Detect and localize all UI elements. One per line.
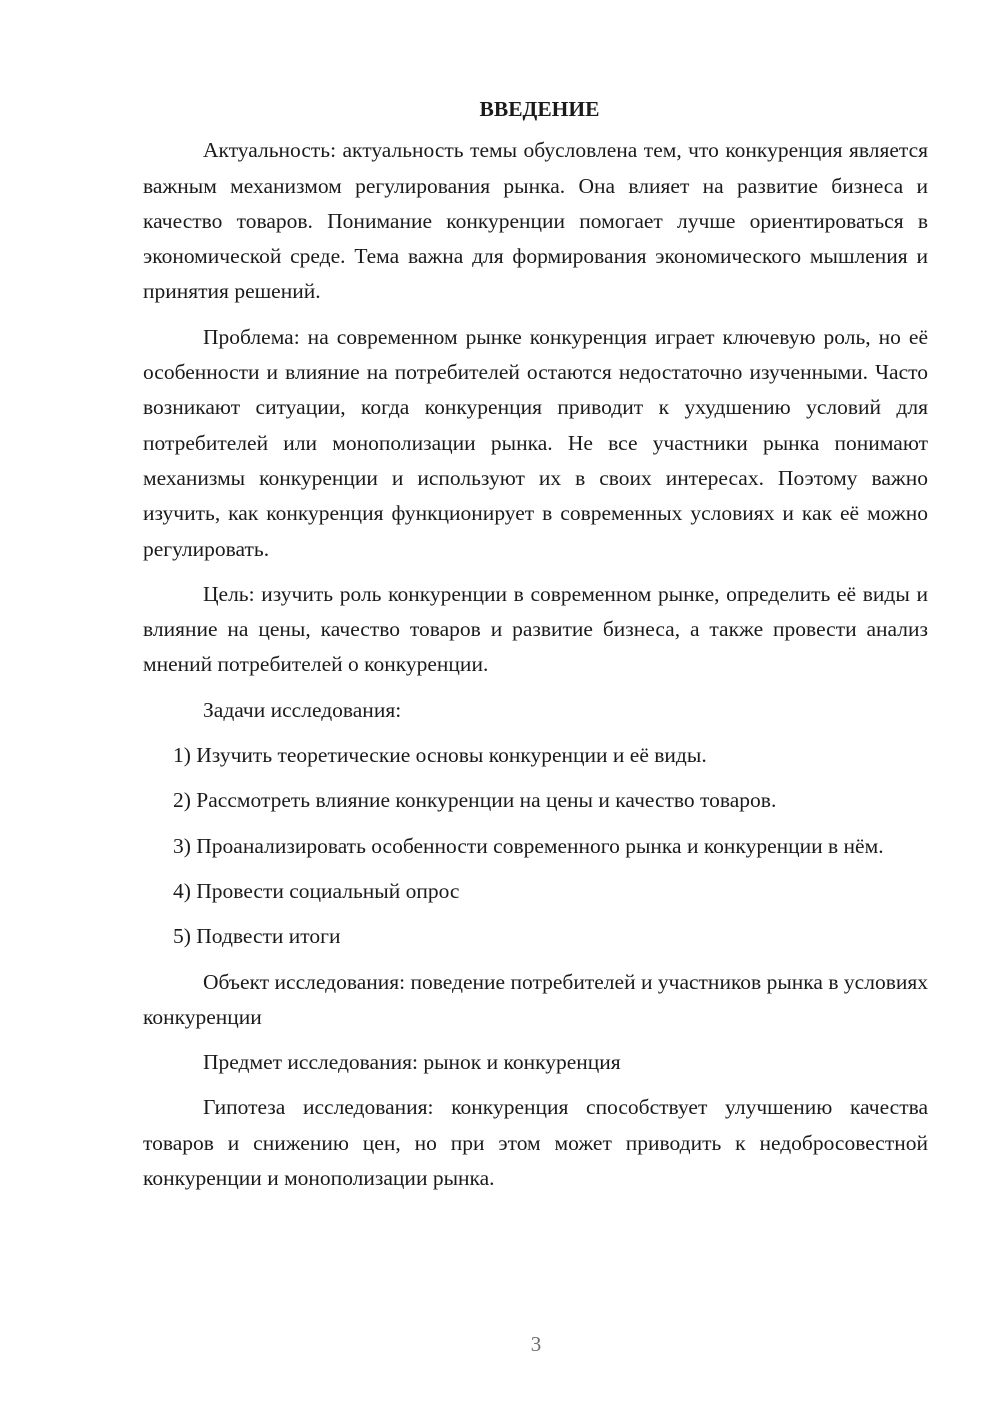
paragraph-problem: Проблема: на современном рынке конкуренция играет ключевую роль, но её особенности и влияние на потребителей остаются недостаточно изученными. Часто возникают ситуации, когда конкуренция приводит к ухудшению условий для потребителей или монополизации рынка. Не все участники рынка понимают механизмы конкуренции и используют их в своих интересах. Поэтому важно изучить, как конкуренция функционирует в современных условиях и как её можно регулировать. — [143, 324, 928, 561]
paragraph-tasks-heading: Задачи исследования: — [203, 697, 402, 722]
task-item-5: 5) Подвести итоги — [173, 924, 341, 949]
task-item-2: 2) Рассмотреть влияние конкуренции на цены и качество товаров. — [173, 788, 777, 813]
paragraph-relevance: Актуальность: актуальность темы обусловлена тем, что конкуренция является важным механизмом регулирования рынка. Она влияет на развитие бизнеса и качество товаров. Понимание конкуренции помогает лучше ориентироваться в экономической среде. Тема важна для формирования экономического мышления и принятия решений. — [143, 138, 928, 304]
paragraph-hypothesis: Гипотеза исследования: конкуренция способствует улучшению качества товаров и снижению цен, но при этом может приводить к недобросовестной конкуренции и монополизации рынка. — [143, 1095, 928, 1191]
paragraph-object: Объект исследования: поведение потребителей и участников рынка в условиях конкуренции — [143, 969, 928, 1029]
task-item-4: 4) Провести социальный опрос — [173, 878, 460, 903]
paragraph-goal: Цель: изучить роль конкуренции в современном рынке, определить её виды и влияние на цены, качество товаров и развитие бизнеса, а также провести анализ мнений потребителей о конкуренции. — [143, 581, 928, 677]
task-item-3: 3) Проанализировать особенности современного рынка и конкуренции в нём. — [173, 833, 884, 858]
page-content — [143, 92, 928, 1206]
paragraph-subject: Предмет исследования: рынок и конкуренция — [203, 1050, 621, 1075]
task-item-1: 1) Изучить теоретические основы конкуренции и её виды. — [173, 743, 707, 768]
page-number: 3 — [530, 1332, 542, 1356]
section-title: ВВЕДЕНИЕ — [479, 97, 600, 121]
